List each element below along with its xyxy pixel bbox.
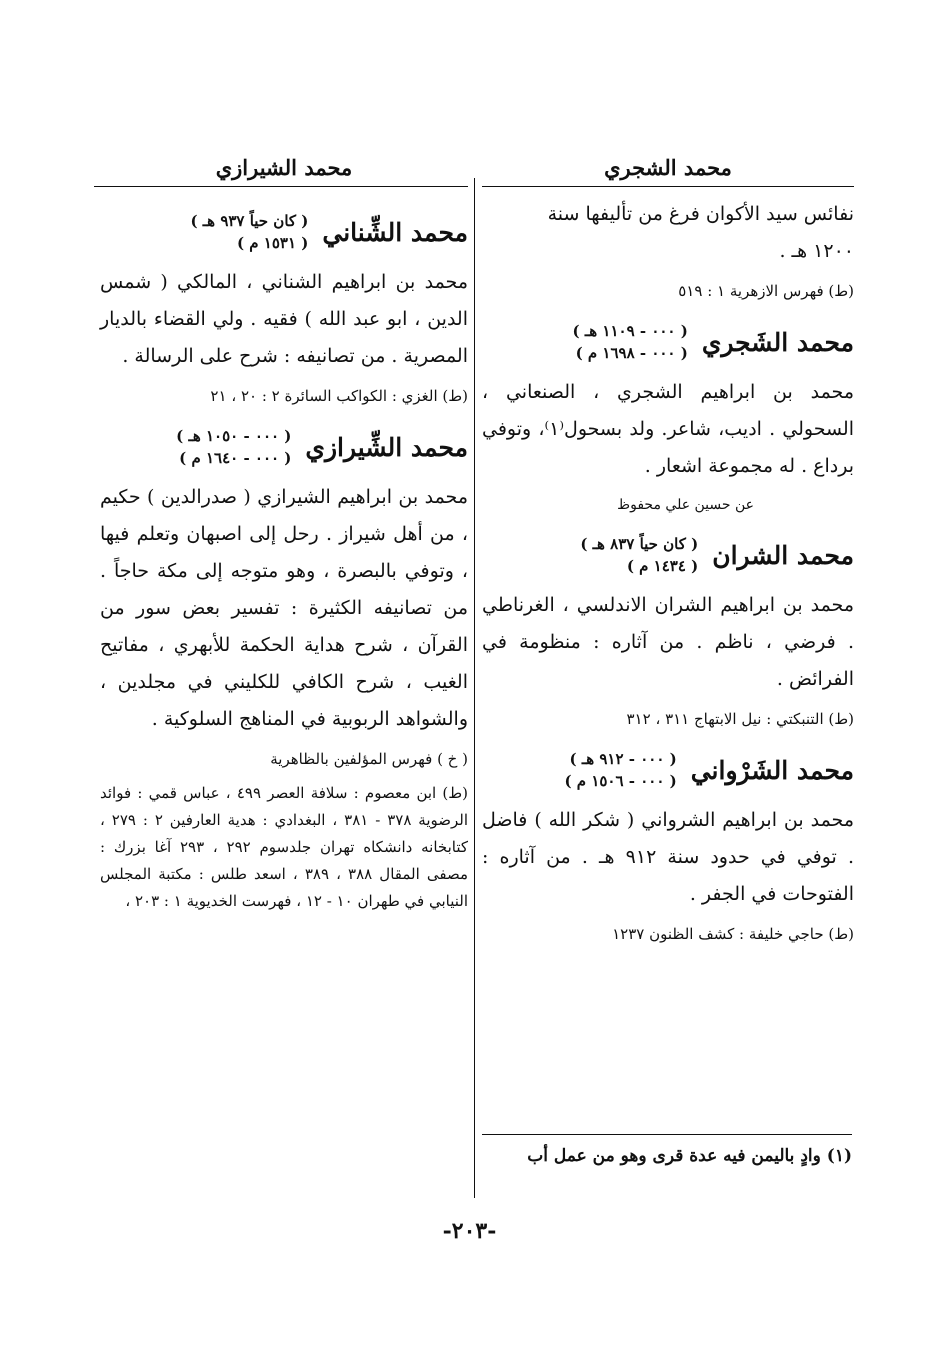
entry-dates xyxy=(580,533,698,577)
entry-reference: (ط) التنبكتي : نيل الابتهاج ٣١١ ، ٣١٢ xyxy=(626,710,854,728)
entry-reference: (ط) حاجي خليفة : كشف الظنون ١٢٣٧ xyxy=(612,925,854,943)
entry-name: محمد الشِّيرازي xyxy=(305,432,468,462)
entry-text: محمد بن ابراهيم الشجري ، الصنعاني ، السحولي . اديب، شاعر. ولد بسحول⁽١⁾، وتوفي برداع . له مجموعة اشعار . xyxy=(482,381,854,477)
entry-header xyxy=(482,320,854,364)
date-gregorian: ( ٠٠٠ - ١٦٤٠ م ) xyxy=(179,449,292,467)
entry-name: محمد الشِّناني xyxy=(322,217,468,247)
date-hijri: ( ٠٠٠ - ٩١٢ هـ ) xyxy=(569,750,677,768)
page-number: -٢٠٣- xyxy=(442,1218,497,1244)
entry-credit: عن حسين علي محفوظ xyxy=(617,497,754,513)
intro-reference: (ط) فهرس الازهرية ١ : ٥١٩ xyxy=(678,282,854,300)
entry-header xyxy=(100,425,468,469)
header-rule-left xyxy=(94,186,468,187)
footnote: (١) وادٍ باليمن فيه عدة قرى وهو من عمل أب xyxy=(527,1146,852,1166)
date-hijri: ( ٠٠٠ - ١١٠٩ هـ ) xyxy=(572,322,688,340)
right-column xyxy=(482,150,854,949)
entry-reference: (ط) الغزي : الكواكب السائرة ٢ : ٢٠ ، ٢١ xyxy=(210,387,468,405)
date-gregorian: ( ١٥٣١ م ) xyxy=(236,234,309,252)
entry-al-shinani xyxy=(100,210,468,411)
entry-header xyxy=(482,748,854,792)
footnote-rule xyxy=(482,1134,852,1135)
entry-al-sharwani xyxy=(482,748,854,949)
running-head-left: محمد الشيرازي xyxy=(215,155,353,180)
entry-al-shirazi xyxy=(100,425,468,915)
entry-header xyxy=(100,210,468,254)
date-gregorian: ( ٠٠٠ - ١٦٩٨ م ) xyxy=(575,344,688,362)
running-head-right: محمد الشجري xyxy=(604,155,732,180)
intro-line-2: ١٢٠٠ هـ . xyxy=(779,240,854,262)
entry-al-shajari xyxy=(482,320,854,519)
date-hijri: ( كان حياً ٨٣٧ هـ ) xyxy=(580,535,699,553)
entry-text: محمد بن ابراهيم الشيرازي ( صدرالدين ) حكيم ، من أهل شيراز . رحل إلى اصبهان وتعلم فيها ، وتوفي بالبصرة ، وهو متوجه إلى مكة حاجاً . من تصانيفه الكثيرة : تفسير بعض سور من القرآن ، شرح هداية الحكمة للأبهري ، مفاتيح الغيب ، شرح الكافي للكليني في مجلدين ، والشواهد الربوبية في المناهج السلوكية . xyxy=(100,486,468,730)
column-divider xyxy=(474,178,475,1198)
entry-dates xyxy=(176,425,291,469)
intro-line-1: نفائس سيد الأكوان فرغ من تأليفها سنة xyxy=(547,203,854,225)
entry-text: محمد بن ابراهيم الشران الاندلسي ، الغرناطي . فرضي ، ناظم . من آثاره : منظومة في الفرائض . xyxy=(482,594,854,690)
entry-text: محمد بن ابراهيم الشناني ، المالكي ( شمس الدين ، ابو عبد الله ) فقيه . ولي القضاء بالديار المصرية . من تصانيفه : شرح على الرسالة . xyxy=(100,271,468,367)
entry-dates xyxy=(573,320,688,364)
entry-dates xyxy=(190,210,308,254)
date-hijri: ( ٠٠٠ - ١٠٥٠ هـ ) xyxy=(176,427,292,445)
left-column xyxy=(100,150,468,915)
date-gregorian: ( ١٤٣٤ م ) xyxy=(626,557,699,575)
entry-header xyxy=(482,533,854,577)
date-gregorian: ( ٠٠٠ - ١٥٠٦ م ) xyxy=(564,772,677,790)
entry-name: محمد الشَجري xyxy=(701,327,854,357)
header-rule-right xyxy=(482,186,854,187)
entry-name: محمد الشَرْواني xyxy=(690,755,854,785)
entry-text: محمد بن ابراهيم الشرواني ( شكر الله ) فاضل . توفي في حدود سنة ٩١٢ هـ . من آثاره : الفتوحات في الجفر . xyxy=(482,809,854,905)
entry-al-sharran xyxy=(482,533,854,734)
entry-manuscript-reference: ( خ ) فهرس المؤلفين بالظاهرية xyxy=(270,750,468,768)
entry-name: محمد الشران xyxy=(712,540,854,570)
date-hijri: ( كان حياً ٩٣٧ هـ ) xyxy=(190,212,309,230)
entry-dates xyxy=(564,748,676,792)
entry-reference: (ط) ابن معصوم : سلافة العصر ٤٩٩ ، عباس قمي : فوائد الرضوية ٣٧٨ - ٣٨١ ، البغدادي : هدية العارفين ٢ : ٢٧٩ ، كتابخانه دانشكاه تهران جلدسوم ٢٩٢ ، ٢٩٣ آغا بزرك : مصفى المقال ٣٨٨ ، ٣٨٩ ، اسعد طلس : مكتبة المجلس النيابي في طهران ١٠ - ١٢ ، فهرست الخديوية ١ : ٢٠٣ ، xyxy=(100,784,469,910)
